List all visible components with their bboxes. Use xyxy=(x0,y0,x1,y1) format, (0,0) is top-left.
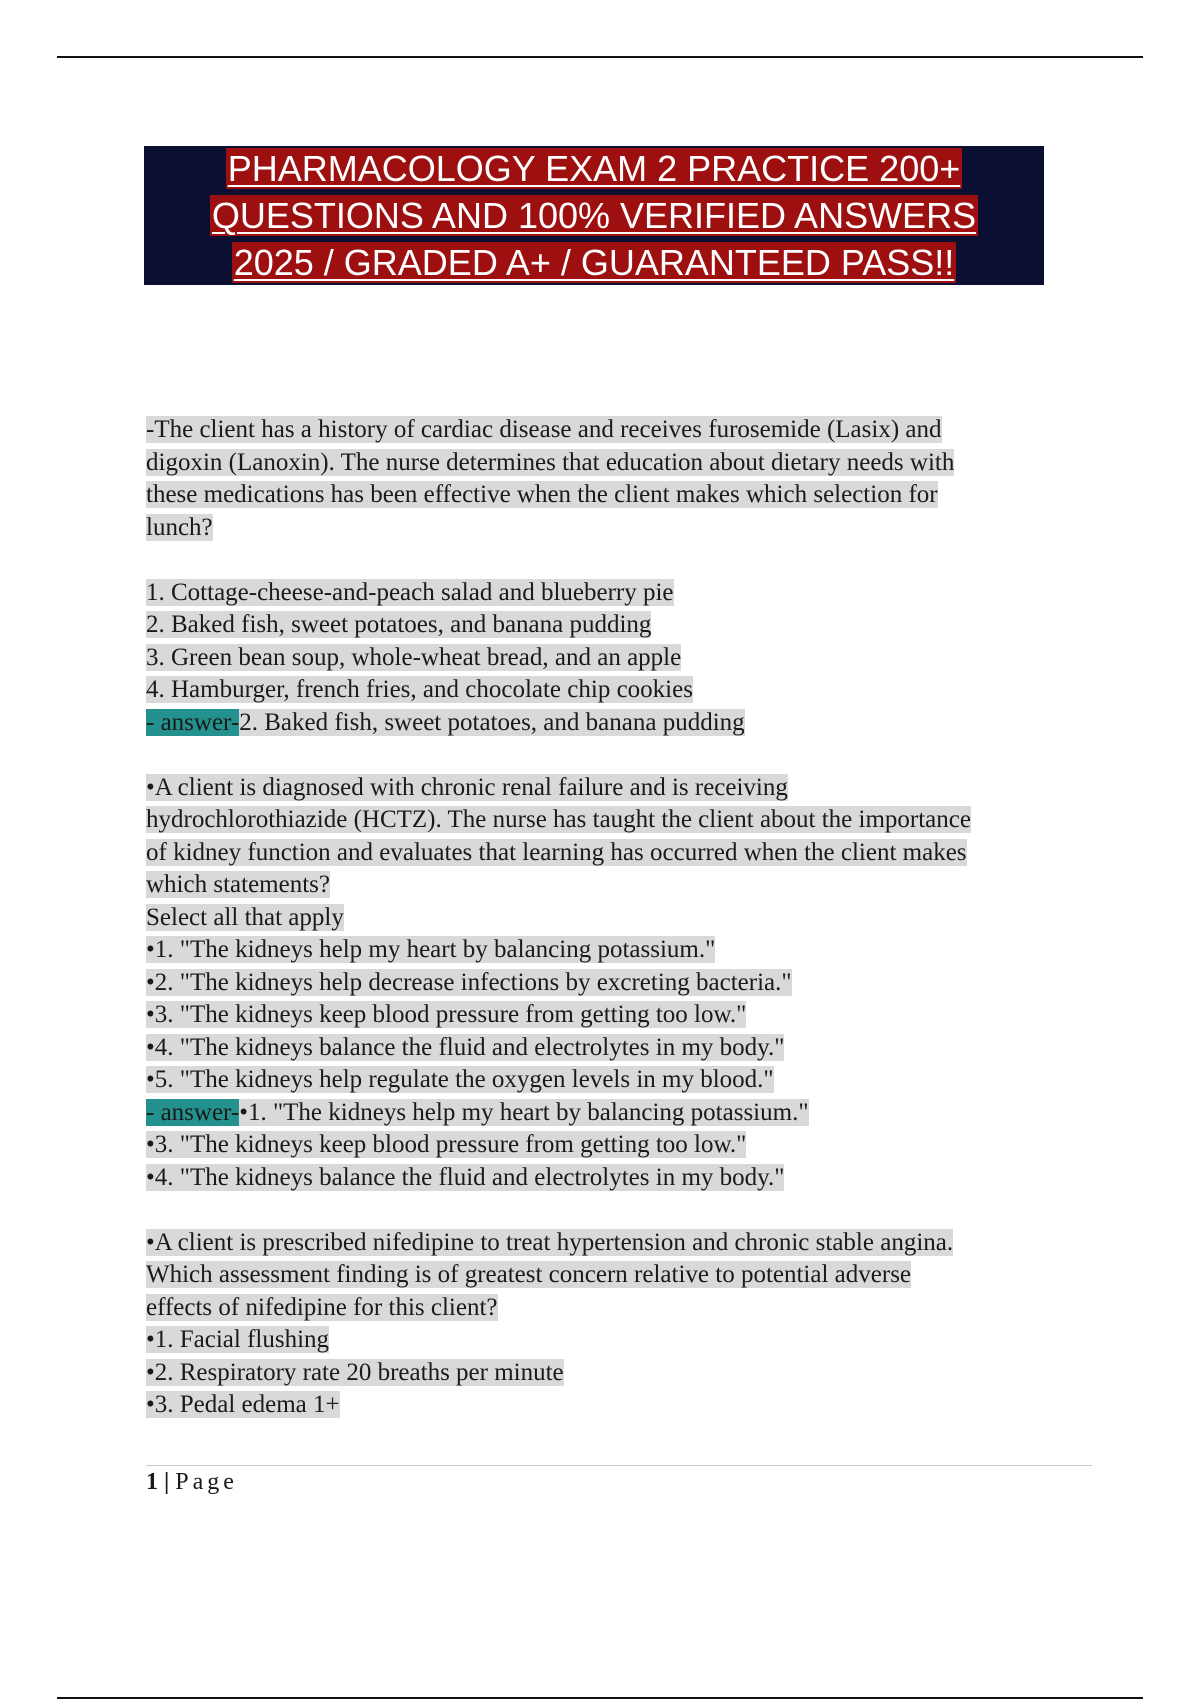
answer-option: •2. "The kidneys help decrease infections by excreting bacteria." xyxy=(146,968,792,996)
question-stem-line: •A client is diagnosed with chronic renal failure and is receiving xyxy=(146,773,788,801)
answer-text: 2. Baked fish, sweet potatoes, and banana pudding xyxy=(239,708,745,736)
answer-text: •4. "The kidneys balance the fluid and electrolytes in my body." xyxy=(146,1163,785,1191)
document-title xyxy=(154,145,1034,286)
answer-text: •1. "The kidneys help my heart by balancing potassium." xyxy=(239,1098,809,1126)
title-line: 2025 / GRADED A+ / GUARANTEED PASS!! xyxy=(233,242,955,283)
question-stem-line: these medications has been effective when the client makes which selection for xyxy=(146,481,938,508)
title-line: QUESTIONS AND 100% VERIFIED ANSWERS xyxy=(211,195,977,236)
answer-option: •2. Respiratory rate 20 breaths per minute xyxy=(146,1358,564,1386)
answer-label: - answer- xyxy=(146,708,240,736)
question-2 xyxy=(146,772,1086,1195)
question-stem-line: -The client has a history of cardiac disease and receives furosemide (Lasix) and xyxy=(146,416,942,443)
answer-option: •3. "The kidneys keep blood pressure from getting too low." xyxy=(146,1001,747,1028)
question-stem-line: effects of nifedipine for this client? xyxy=(146,1293,498,1321)
bottom-rule xyxy=(57,1697,1143,1699)
question-stem-line: which statements? xyxy=(146,871,330,898)
footer-rule xyxy=(146,1465,1092,1466)
title-banner xyxy=(144,146,1044,285)
question-stem-line: Which assessment finding is of greatest concern relative to potential adverse xyxy=(146,1261,912,1288)
answer-option: •5. "The kidneys help regulate the oxygen levels in my blood." xyxy=(146,1066,774,1093)
question-3 xyxy=(146,1227,1086,1422)
answer-line xyxy=(146,1097,1086,1130)
question-stem-line: lunch? xyxy=(146,513,213,541)
answer-option: •4. "The kidneys balance the fluid and electrolytes in my body." xyxy=(146,1033,785,1061)
answer-label: - answer- xyxy=(146,1098,240,1126)
answer-option: •1. "The kidneys help my heart by balancing potassium." xyxy=(146,936,716,963)
answer-text: •3. "The kidneys keep blood pressure from getting too low." xyxy=(146,1131,747,1158)
question-stem-line: digoxin (Lanoxin). The nurse determines that education about dietary needs with xyxy=(146,448,955,476)
answer-option: •1. Facial flushing xyxy=(146,1326,330,1353)
title-line: PHARMACOLOGY EXAM 2 PRACTICE 200+ xyxy=(227,148,961,189)
question-stem-line: of kidney function and evaluates that learning has occurred when the client makes xyxy=(146,838,967,866)
question-1 xyxy=(146,414,1086,739)
page-label: Page xyxy=(175,1469,238,1495)
answer-option: 3. Green bean soup, whole-wheat bread, and an apple xyxy=(146,643,682,671)
answer-option: 1. Cottage-cheese-and-peach salad and blueberry pie xyxy=(146,578,674,606)
answer-line xyxy=(146,707,1086,740)
answer-option: •3. Pedal edema 1+ xyxy=(146,1391,340,1418)
document-body xyxy=(146,414,1086,1422)
question-stem-line: •A client is prescribed nifedipine to treat hypertension and chronic stable angina. xyxy=(146,1228,954,1256)
question-instruction: Select all that apply xyxy=(146,903,344,931)
top-rule xyxy=(57,56,1143,58)
answer-option: 2. Baked fish, sweet potatoes, and banana pudding xyxy=(146,611,652,638)
page-footer xyxy=(146,1466,238,1498)
answer-option: 4. Hamburger, french fries, and chocolate chip cookies xyxy=(146,676,693,703)
question-stem-line: hydrochlorothiazide (HCTZ). The nurse has taught the client about the importance xyxy=(146,806,971,833)
page-number: 1 xyxy=(146,1469,158,1495)
footer-separator: | xyxy=(164,1469,170,1495)
